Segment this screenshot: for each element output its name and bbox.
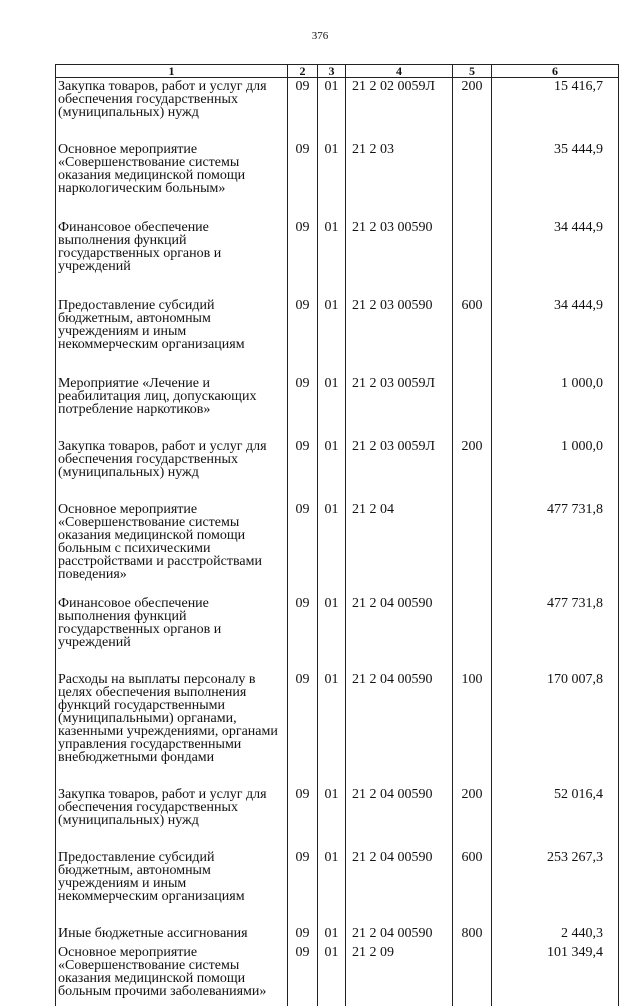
- row-amount: 35 444,9: [492, 143, 619, 221]
- table-row: [56, 788, 619, 851]
- table-row: [56, 440, 619, 503]
- row-name: Основное мероприятие «Совершенствование системы оказания медицинской помощи наркологическим больным»: [56, 143, 288, 221]
- column-header: 6: [492, 65, 619, 78]
- row-subsection: 01: [318, 927, 346, 946]
- row-expense-type: [453, 143, 492, 221]
- row-subsection: 01: [318, 78, 346, 144]
- row-amount: 34 444,9: [492, 299, 619, 377]
- row-expense-type: 200: [453, 788, 492, 851]
- row-section: 09: [288, 143, 318, 221]
- row-section: 09: [288, 78, 318, 144]
- row-subsection: 01: [318, 503, 346, 597]
- table-row: [56, 503, 619, 597]
- row-section: 09: [288, 221, 318, 299]
- column-header: 2: [288, 65, 318, 78]
- row-amount: 15 416,7: [492, 78, 619, 144]
- row-subsection: 01: [318, 788, 346, 851]
- row-name: Закупка товаров, работ и услуг для обеспечения государственных (муниципальных) нужд: [56, 78, 288, 144]
- table-row: [56, 946, 619, 1006]
- row-expense-type: [453, 946, 492, 1006]
- table-row: [56, 78, 619, 144]
- row-amount: 52 016,4: [492, 788, 619, 851]
- column-header: 5: [453, 65, 492, 78]
- table-row: [56, 377, 619, 440]
- row-expense-type: [453, 221, 492, 299]
- row-subsection: 01: [318, 221, 346, 299]
- row-section: 09: [288, 788, 318, 851]
- row-name: Предоставление субсидий бюджетным, автономным учреждениям и иным некоммерческим организациям: [56, 299, 288, 377]
- row-target-code: 21 2 04 00590: [346, 673, 453, 788]
- row-expense-type: 100: [453, 673, 492, 788]
- row-section: 09: [288, 299, 318, 377]
- row-name: Закупка товаров, работ и услуг для обеспечения государственных (муниципальных) нужд: [56, 788, 288, 851]
- row-target-code: 21 2 04 00590: [346, 597, 453, 673]
- row-target-code: 21 2 03 0059Л: [346, 440, 453, 503]
- row-subsection: 01: [318, 377, 346, 440]
- row-section: 09: [288, 927, 318, 946]
- table-row: [56, 851, 619, 927]
- row-target-code: 21 2 09: [346, 946, 453, 1006]
- row-name: Финансовое обеспечение выполнения функций государственных органов и учреждений: [56, 221, 288, 299]
- row-name: Закупка товаров, работ и услуг для обеспечения государственных (муниципальных) нужд: [56, 440, 288, 503]
- row-name: Мероприятие «Лечение и реабилитация лиц, допускающих потребление наркотиков»: [56, 377, 288, 440]
- column-header: 4: [346, 65, 453, 78]
- row-name: Предоставление субсидий бюджетным, автономным учреждениям и иным некоммерческим организациям: [56, 851, 288, 927]
- table-row: [56, 673, 619, 788]
- row-target-code: 21 2 02 0059Л: [346, 78, 453, 144]
- row-name: Основное мероприятие «Совершенствование системы оказания медицинской помощи больным с психическими расстройствами и расстройствами поведения»: [56, 503, 288, 597]
- row-amount: 477 731,8: [492, 597, 619, 673]
- row-amount: 253 267,3: [492, 851, 619, 927]
- row-target-code: 21 2 03: [346, 143, 453, 221]
- row-expense-type: [453, 377, 492, 440]
- row-expense-type: 200: [453, 440, 492, 503]
- row-expense-type: 600: [453, 299, 492, 377]
- row-amount: 477 731,8: [492, 503, 619, 597]
- row-expense-type: 200: [453, 78, 492, 144]
- row-name: Иные бюджетные ассигнования: [56, 927, 288, 946]
- row-subsection: 01: [318, 440, 346, 503]
- row-section: 09: [288, 377, 318, 440]
- column-header: 1: [56, 65, 288, 78]
- table-row: [56, 221, 619, 299]
- row-subsection: 01: [318, 143, 346, 221]
- row-amount: 1 000,0: [492, 440, 619, 503]
- row-subsection: 01: [318, 597, 346, 673]
- row-section: 09: [288, 440, 318, 503]
- row-name: Основное мероприятие «Совершенствование системы оказания медицинской помощи больным прочими заболеваниями»: [56, 946, 288, 1006]
- row-target-code: 21 2 04 00590: [346, 927, 453, 946]
- row-subsection: 01: [318, 851, 346, 927]
- row-target-code: 21 2 04 00590: [346, 788, 453, 851]
- row-amount: 1 000,0: [492, 377, 619, 440]
- row-section: 09: [288, 946, 318, 1006]
- row-target-code: 21 2 03 0059Л: [346, 377, 453, 440]
- row-subsection: 01: [318, 299, 346, 377]
- row-subsection: 01: [318, 673, 346, 788]
- row-subsection: 01: [318, 946, 346, 1006]
- row-target-code: 21 2 03 00590: [346, 221, 453, 299]
- row-amount: 101 349,4: [492, 946, 619, 1006]
- row-section: 09: [288, 597, 318, 673]
- row-name: Финансовое обеспечение выполнения функций государственных органов и учреждений: [56, 597, 288, 673]
- table-row: [56, 927, 619, 946]
- row-section: 09: [288, 851, 318, 927]
- row-target-code: 21 2 04 00590: [346, 851, 453, 927]
- page-number: 376: [311, 30, 329, 42]
- row-expense-type: 800: [453, 927, 492, 946]
- row-section: 09: [288, 503, 318, 597]
- row-section: 09: [288, 673, 318, 788]
- row-target-code: 21 2 03 00590: [346, 299, 453, 377]
- row-expense-type: [453, 597, 492, 673]
- table-header-row: [56, 65, 619, 78]
- table-row: [56, 143, 619, 221]
- table-row: [56, 597, 619, 673]
- row-expense-type: [453, 503, 492, 597]
- column-header: 3: [318, 65, 346, 78]
- row-name: Расходы на выплаты персоналу в целях обеспечения выполнения функций государственными (муниципальными) органами, казенными учреждениями, органами управления государственными внебюджетными фондами: [56, 673, 288, 788]
- row-amount: 34 444,9: [492, 221, 619, 299]
- row-amount: 170 007,8: [492, 673, 619, 788]
- table-row: [56, 299, 619, 377]
- row-expense-type: 600: [453, 851, 492, 927]
- row-amount: 2 440,3: [492, 927, 619, 946]
- row-target-code: 21 2 04: [346, 503, 453, 597]
- budget-table: [55, 64, 619, 1006]
